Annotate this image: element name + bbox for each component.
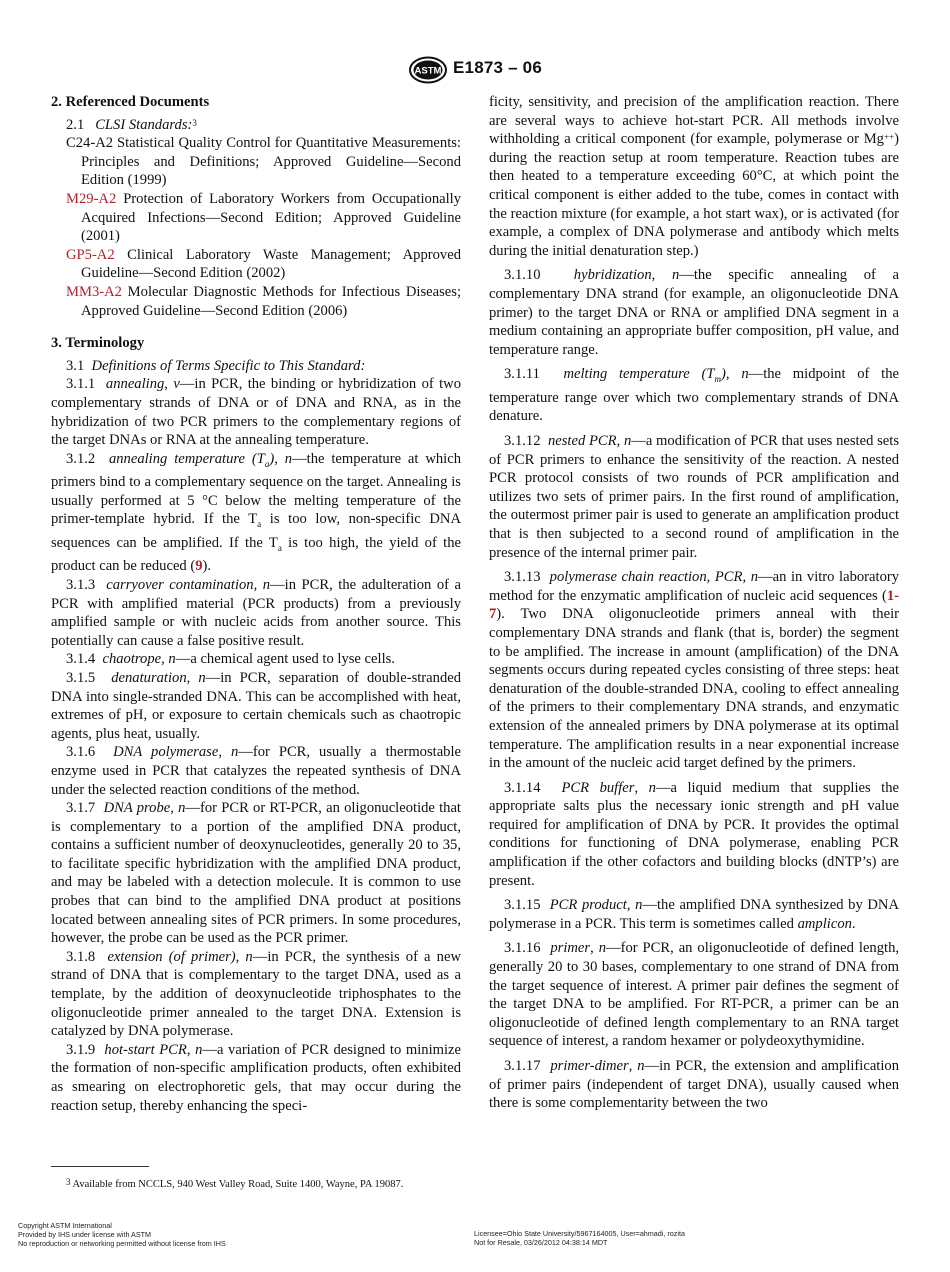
footer-line: Provided by IHS under license with ASTM (18, 1230, 152, 1240)
citation-link[interactable]: 9 (195, 558, 203, 575)
footer-line: No reproduction or networking permitted without license from IHS (18, 1239, 226, 1249)
reference-link[interactable]: GP5-A2 (66, 246, 115, 263)
subsection-3-1: 3.1 Definitions of Terms Specific to This Standard: (66, 357, 366, 374)
definition-3-1-10: 3.1.10 hybridization, n—the specific annealing of a complementary DNA strand (for example, an oligonucleotide DNA primer) to the target DNA or RNA or amplified DNA segment in a medium containing an appropriate buffer composition, pH value, and temperature range. (489, 267, 900, 358)
page-header (0, 56, 950, 86)
definition-3-1-14: 3.1.14 PCR buffer, n—a liquid medium that supplies the appropriate salts plus the necessary ionic strength and pH value required for amplification of DNA by PCR. It provides the optimal conditions for functioning of DNA polymerase, enabling PCR amplification if the other cofactors and building blocks (dNTP’s) are present. (489, 779, 899, 889)
definition-3-1-16: 3.1.16 primer, n—for PCR, an oligonucleotide of defined length, generally 20 to 30 bases, complementary to one strand of DNA from the target sequence of interest. A primer pair defines the segment of the target DNA to be amplified. For RT-PCR, a primer can be an oligonucleotide of defined length complementary to an RNA target sequence of interest, a random hexamer or polydeoxythymidine. (489, 940, 900, 1050)
footnote-divider (51, 1166, 149, 1167)
definition-3-1-3: 3.1.3 carryover contamination, n—in PCR, the adulteration of a PCR with amplified material (PCR products) from a previously amplified sample or with nucleic acids from another source. This potentially can cause a false positive result. (51, 576, 461, 649)
right-column (489, 93, 899, 1113)
definition-3-1-9-continued: ficity, sensitivity, and precision of the amplification reaction. There are several ways to achieve hot-start PCR. All methods involve withholding a critical component (for example, polymerase or Mg++) during the reaction setup at room temperature. Reaction tubes are then heated to a temperature exceeding 60°C, at which point the critical component is either added to the tube, comes in contact with the reaction mixture (for example, a hot start wax), or is activated (for example, a complex of DNA polymerase and antibody which melts during the initial denaturation step.) (489, 94, 899, 259)
license-notice (474, 1229, 685, 1247)
svg-text:ASTM: ASTM (414, 65, 442, 77)
definition-3-1-11: 3.1.11 melting temperature $(T_m)$, n—the midpoint of the temperature range over which two complementary strands of DNA denature. (489, 366, 899, 425)
copyright-notice (18, 1221, 226, 1249)
definition-3-1-4: 3.1.4 chaotrope, n—a chemical agent used to lyse cells. (66, 651, 395, 668)
footer-line: Not for Resale, 03/26/2012 04:38:14 MDT (474, 1238, 608, 1248)
citation-link[interactable]: 1-7 (489, 587, 899, 623)
definition-3-1-1: 3.1.1 annealing, v—in PCR, the binding or hybridization of two complementary strands of DNA or of DNA and RNA, as in the hybridization of two PCR primers to the complementary regions of the target DNAs or RNA at the annealing temperature. (51, 376, 461, 449)
definition-3-1-2: 3.1.2 annealing temperature $(T_a)$, n—the temperature at which primers bind to a complementary sequence on the target. Annealing is usually performed at 5 °C below the melting temperature of the primer-template hybrid. If the $T_a$ is too low, non-specific DNA sequences can be amplified. If the $T_a$ is too high, the yield of the product can be reduced (9). (51, 450, 462, 575)
definition-3-1-7: 3.1.7 DNA probe, n—for PCR or RT-PCR, an oligonucleotide that is complementary to a portion of the amplified DNA product, contains a sufficient number of deoxynucleotides, generally 20 to 35, to facilitate specific hybridization with the amplified DNA product, and may be labeled with a detection molecule. It is common to use probes that can bind to the amplified DNA product at positions located between annealing sites of PCR primers. In some procedures, however, the probe can be used as the PCR primer. (51, 800, 461, 947)
section-2-heading: 2. Referenced Documents (51, 94, 210, 110)
section-3-heading: 3. Terminology (51, 335, 145, 352)
reference-link[interactable]: MM3-A2 (66, 283, 122, 300)
definition-3-1-8: 3.1.8 extension (of primer), n—in PCR, the synthesis of a new strand of DNA that is complementary to the target DNA, used as a template, by the addition of deoxynucleotide triphosphates to the oligonucleotide primer annealed to the target DNA. Extension is catalyzed by DNA polymerase. (51, 948, 461, 1040)
reference-link[interactable]: M29-A2 (66, 190, 117, 207)
reference-item[interactable]: MM3-A2 Molecular Diagnostic Methods for Infectious Diseases; Approved Guideline—Second Edition (2006) (66, 283, 461, 319)
reference-item[interactable]: M29-A2 Protection of Laboratory Workers from Occupationally Acquired Infections—Second Edition; Approved Guideline (2001) (66, 190, 461, 245)
footnote: $^3$ Available from NCCLS, 940 West Valley Road, Suite 1400, Wayne, PA 19087. (66, 1177, 404, 1190)
definition-3-1-17: 3.1.17 primer-dimer, n—in PCR, the extension and amplification of primer pairs (independent of target DNA), usually caused when there is some complementarity between the two (489, 1058, 900, 1112)
definition-3-1-6: 3.1.6 DNA polymerase, n—for PCR, usually a thermostable enzyme used in PCR that catalyzes the repeated synthesis of DNA under the selected reaction conditions of the method. (51, 744, 462, 798)
definition-3-1-15: 3.1.15 PCR product, n—the amplified DNA synthesized by DNA polymerase in a PCR. This term is sometimes called amplicon. (489, 897, 900, 932)
left-column (51, 93, 461, 1115)
definition-3-1-9: 3.1.9 hot-start PCR, n—a variation of PCR designed to minimize the formation of non-specific amplification products, often exhibited as smearing on electrophoretic gels, that may occur during the reaction setup, thereby enhancing the speci- (51, 1041, 462, 1114)
definition-3-1-5: 3.1.5 denaturation, n—in PCR, separation of double-stranded DNA into single-stranded DNA. This can be accomplished with heat, extremes of pH, or exposure to certain chemicals such as chaotropic agents, plus heat, usually. (51, 669, 462, 742)
standard-designation: E1873 – 06 (453, 58, 542, 77)
footer-line: Copyright ASTM International (18, 1221, 112, 1230)
subsection-2-1: 2.1 CLSI Standards:$^3$ (66, 116, 197, 133)
reference-item[interactable]: GP5-A2 Clinical Laboratory Waste Management; Approved Guideline—Second Edition (2002) (66, 246, 461, 282)
definition-3-1-12: 3.1.12 nested PCR, n—a modification of PCR that uses nested sets of PCR primers to enhance the sensitivity of the reaction. A nested PCR protocol consists of two rounds of PCR amplification and utilizes two sets of primer pairs. In the first round of amplification, the outermost primer pair is used to generate an amplification product that is then subjected to a second round of amplification in the presence of the internal primer pair. (489, 433, 899, 561)
footer-line: Licensee=Ohio State University/5967164005, User=ahmadi, rozita (474, 1229, 685, 1238)
astm-logo-icon (408, 56, 448, 84)
definition-3-1-13: 3.1.13 polymerase chain reaction, PCR, n—an in vitro laboratory method for the enzymatic amplification of nucleic acid sequences (1-7). Two DNA oligonucleotide primers anneal with their complementary DNA strands and flank (that is, border) the segment to be amplified. The increase in amount (amplification) of the DNA segments occurs during repeated cycles consisting of three steps: heat denaturation of the double-stranded DNA, cooling to effect annealing of the primers to their complementary DNA strands, and enzymatic extension of the annealed primers by DNA polymerase at its optimal temperature. The amplification results in a near exponential increase in the amount of the nucleic acid target defined by the primers. (489, 569, 900, 772)
reference-item: C24-A2 Statistical Quality Control for Quantitative Measurements: Principles and Definitions; Approved Guideline—Second Edition (1999) (66, 135, 461, 189)
